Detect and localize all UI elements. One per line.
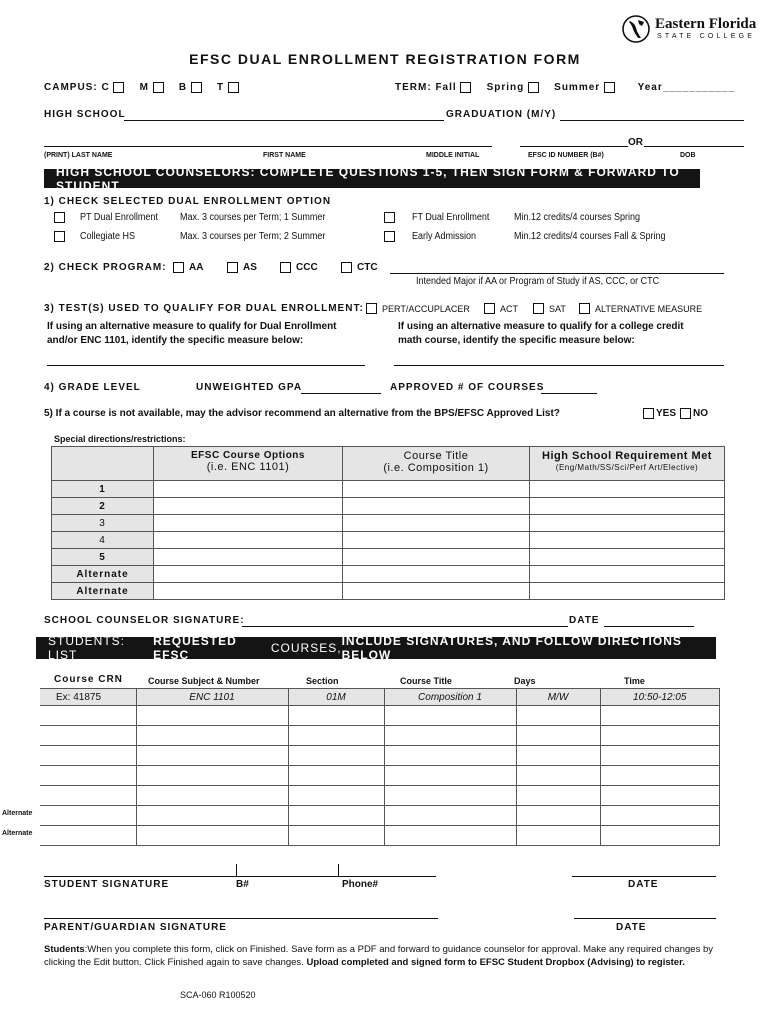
table-row xyxy=(52,566,725,583)
table-row xyxy=(52,481,725,498)
table-header-course-title xyxy=(343,447,530,481)
title-cell[interactable] xyxy=(343,566,530,583)
term-spring-checkbox[interactable] xyxy=(528,82,539,93)
subject-cell[interactable] xyxy=(136,746,288,766)
requirement-cell[interactable] xyxy=(530,481,725,498)
collegiate-hs-desc: Max. 3 courses per Term; 2 Summer xyxy=(180,231,326,242)
section-cell[interactable] xyxy=(288,826,384,846)
days-cell[interactable] xyxy=(516,826,600,846)
intended-major-field[interactable] xyxy=(390,273,724,274)
row-label: 1 xyxy=(52,481,154,498)
program-as-label: AS xyxy=(243,262,257,273)
table-row xyxy=(40,786,720,806)
title-cell[interactable] xyxy=(343,549,530,566)
subject-cell[interactable] xyxy=(136,706,288,726)
alt-measure-de-field[interactable] xyxy=(47,365,365,366)
title-cell[interactable] xyxy=(384,726,516,746)
q3-left-line1: If using an alternative measure to qualify for Dual Enrollment xyxy=(47,321,337,332)
middle-initial-label: MIDDLE INITIAL xyxy=(426,152,480,159)
student-date-label: DATE xyxy=(628,879,659,890)
campus-t-label: T xyxy=(216,82,225,94)
course-options-example: (i.e. ENC 1101) xyxy=(206,461,290,473)
course-cell[interactable] xyxy=(154,549,343,566)
campus-c-checkbox[interactable] xyxy=(113,82,124,93)
time-cell[interactable] xyxy=(600,806,720,826)
q3-left-line2: and/or ENC 1101, identify the specific measure below: xyxy=(47,335,304,346)
time-cell[interactable] xyxy=(600,706,720,726)
row-label: Alternate xyxy=(52,566,154,583)
row-label: Alternate xyxy=(52,583,154,600)
row-label: 3 xyxy=(52,515,154,532)
table-row xyxy=(40,746,720,766)
campus-b-checkbox[interactable] xyxy=(191,82,202,93)
students-banner-suffix: INCLUDE SIGNATURES, AND FOLLOW DIRECTIONS BELOW xyxy=(341,634,682,662)
campus-t-checkbox[interactable] xyxy=(228,82,239,93)
example-title: Composition 1 xyxy=(384,689,516,706)
time-cell[interactable] xyxy=(600,786,720,806)
alt-measure-checkbox[interactable] xyxy=(579,303,590,314)
q3-title: 3) TEST(S) USED TO QUALIFY FOR DUAL ENROLLMENT: xyxy=(44,303,364,314)
course-cell[interactable] xyxy=(154,566,343,583)
title-cell[interactable] xyxy=(343,515,530,532)
header-title: Course Title xyxy=(400,676,452,686)
student-signature-label: STUDENT SIGNATURE xyxy=(44,879,170,890)
section-cell[interactable] xyxy=(288,766,384,786)
section-cell[interactable] xyxy=(288,706,384,726)
time-cell[interactable] xyxy=(600,826,720,846)
table-header-row xyxy=(52,447,725,481)
section-cell[interactable] xyxy=(288,746,384,766)
title-cell[interactable] xyxy=(343,532,530,549)
graduation-field[interactable] xyxy=(560,120,744,121)
example-crn: Ex: 41875 xyxy=(40,689,136,706)
header-days: Days xyxy=(514,676,536,686)
q5-yes-checkbox[interactable] xyxy=(643,408,654,419)
counselor-date-label: DATE xyxy=(569,615,600,626)
program-aa-checkbox[interactable] xyxy=(173,262,184,273)
students-note-text: :When you complete this form, click on Finished. Save form as a PDF and forward to guidance counselor for approval. Make any required changes by clicking the Edit button. Click Finished again to save changes. xyxy=(44,944,714,968)
high-school-label: HIGH SCHOOL xyxy=(44,109,126,120)
course-cell[interactable] xyxy=(154,498,343,515)
course-title-example: (i.e. Composition 1) xyxy=(383,462,489,474)
row-label: 5 xyxy=(52,549,154,566)
requirement-example: (Eng/Math/SS/Sci/Perf Art/Elective) xyxy=(555,463,699,472)
students-banner-mid: COURSES, xyxy=(270,641,342,655)
efsc-id-label: EFSC ID NUMBER (B#) xyxy=(528,152,604,159)
gpa-label: UNWEIGHTED GPA xyxy=(196,382,303,393)
header-time: Time xyxy=(624,676,645,686)
requirement-cell[interactable] xyxy=(530,566,725,583)
act-checkbox[interactable] xyxy=(484,303,495,314)
term-summer-checkbox[interactable] xyxy=(604,82,615,93)
section-cell[interactable] xyxy=(288,726,384,746)
form-title: EFSC DUAL ENROLLMENT REGISTRATION FORM xyxy=(189,51,581,67)
subject-cell[interactable] xyxy=(136,826,288,846)
requirement-cell[interactable] xyxy=(530,549,725,566)
course-cell[interactable] xyxy=(154,515,343,532)
pt-dual-label: PT Dual Enrollment xyxy=(80,212,158,223)
term-spring-label: Spring xyxy=(486,82,525,94)
example-time: 10:50-12:05 xyxy=(600,689,720,706)
parent-date-label: DATE xyxy=(616,922,647,933)
approved-courses-field[interactable] xyxy=(541,393,597,394)
campus-row xyxy=(44,82,239,93)
collegiate-hs-label: Collegiate HS xyxy=(80,231,136,242)
divider xyxy=(236,864,237,877)
campus-m-checkbox[interactable] xyxy=(153,82,164,93)
graduation-label: GRADUATION (M/Y) xyxy=(446,109,557,120)
crn-cell[interactable] xyxy=(40,706,136,726)
term-year-field[interactable]: Year___________ xyxy=(637,82,735,94)
logo-name: Eastern Florida xyxy=(655,16,757,32)
crn-cell[interactable] xyxy=(40,746,136,766)
subject-cell[interactable] xyxy=(136,806,288,826)
course-cell[interactable] xyxy=(154,532,343,549)
campus-b-label: B xyxy=(178,82,188,94)
days-cell[interactable] xyxy=(516,706,600,726)
example-row xyxy=(40,689,720,706)
alternate-label-1: Alternate xyxy=(2,810,33,817)
crn-cell[interactable] xyxy=(40,766,136,786)
counselor-signature-label: SCHOOL COUNSELOR SIGNATURE: xyxy=(44,615,245,626)
program-ccc-label: CCC xyxy=(296,262,318,273)
table-row xyxy=(40,726,720,746)
row-label: 4 xyxy=(52,532,154,549)
q3-right-line2: math course, identify the specific measure below: xyxy=(398,335,635,346)
q5-text: 5) If a course is not available, may the advisor recommend an alternative from the BPS/EFSC Approved List? xyxy=(44,408,560,419)
q3-right-line1: If using an alternative measure to qualify for a college credit xyxy=(398,321,684,332)
time-cell[interactable] xyxy=(600,766,720,786)
program-ctc-label: CTC xyxy=(357,262,378,273)
header-subject: Course Subject & Number xyxy=(148,676,260,686)
intended-major-note: Intended Major if AA or Program of Study if AS, CCC, or CTC xyxy=(416,276,660,287)
parent-signature-label: PARENT/GUARDIAN SIGNATURE xyxy=(44,922,227,933)
parent-signature-field[interactable] xyxy=(44,918,438,919)
program-aa-label: AA xyxy=(189,262,204,273)
phone-label: Phone# xyxy=(342,879,379,890)
table-row xyxy=(52,583,725,600)
header-section: Section xyxy=(306,676,339,686)
grade-level-label: 4) GRADE LEVEL xyxy=(44,382,141,393)
high-school-field[interactable] xyxy=(124,120,444,121)
example-subject: ENC 1101 xyxy=(136,689,288,706)
title-cell[interactable] xyxy=(384,806,516,826)
requirement-header: High School Requirement Met xyxy=(542,450,712,462)
students-banner-prefix: STUDENTS: LIST xyxy=(48,634,126,662)
table-header-requirement xyxy=(530,447,725,481)
first-name-label: FIRST NAME xyxy=(263,152,306,159)
q2-title: 2) CHECK PROGRAM: xyxy=(44,262,167,273)
pert-checkbox[interactable] xyxy=(366,303,377,314)
form-code: SCA-060 R100520 xyxy=(180,990,256,1000)
requirement-cell[interactable] xyxy=(530,583,725,600)
days-cell[interactable] xyxy=(516,786,600,806)
course-options-table xyxy=(51,446,725,600)
table-header-course-options xyxy=(154,447,343,481)
student-date-field[interactable] xyxy=(572,876,716,877)
requirement-cell[interactable] xyxy=(530,532,725,549)
course-cell[interactable] xyxy=(154,583,343,600)
days-cell[interactable] xyxy=(516,806,600,826)
gpa-field[interactable] xyxy=(301,393,381,394)
course-options-header: EFSC Course Options xyxy=(191,450,305,461)
name-field[interactable] xyxy=(44,146,492,147)
subject-cell[interactable] xyxy=(136,726,288,746)
table-row xyxy=(52,515,725,532)
time-cell[interactable] xyxy=(600,726,720,746)
table-row xyxy=(40,706,720,726)
example-section: 01M xyxy=(288,689,384,706)
alt-measure-label: ALTERNATIVE MEASURE xyxy=(595,304,703,314)
logo-subtitle: STATE COLLEGE xyxy=(657,33,756,40)
title-cell[interactable] xyxy=(384,746,516,766)
table-header-blank xyxy=(52,447,154,481)
sat-label: SAT xyxy=(549,304,566,314)
pt-dual-checkbox[interactable] xyxy=(54,212,65,223)
early-admission-label: Early Admission xyxy=(412,231,477,242)
title-cell[interactable] xyxy=(343,583,530,600)
act-label: ACT xyxy=(500,304,518,314)
campus-label: CAMPUS: C xyxy=(44,82,110,94)
section-cell[interactable] xyxy=(288,806,384,826)
crn-cell[interactable] xyxy=(40,806,136,826)
table-row xyxy=(40,806,720,826)
collegiate-hs-checkbox[interactable] xyxy=(54,231,65,242)
students-instructions xyxy=(44,943,720,969)
title-cell[interactable] xyxy=(343,481,530,498)
pt-dual-desc: Max. 3 courses per Term; 1 Summer xyxy=(180,212,326,223)
course-title-header: Course Title xyxy=(403,450,469,462)
early-admission-checkbox[interactable] xyxy=(384,231,395,242)
title-cell[interactable] xyxy=(384,826,516,846)
title-cell[interactable] xyxy=(384,786,516,806)
counselor-date-field[interactable] xyxy=(604,626,694,627)
header-crn: Course CRN xyxy=(54,674,123,685)
student-courses-table xyxy=(40,688,720,846)
program-ctc-checkbox[interactable] xyxy=(341,262,352,273)
crn-cell[interactable] xyxy=(40,786,136,806)
days-cell[interactable] xyxy=(516,746,600,766)
efsc-id-field[interactable] xyxy=(520,146,628,147)
term-fall-checkbox[interactable] xyxy=(460,82,471,93)
title-cell[interactable] xyxy=(384,766,516,786)
q5-no-checkbox[interactable] xyxy=(680,408,691,419)
campus-m-label: M xyxy=(139,82,149,94)
sat-checkbox[interactable] xyxy=(533,303,544,314)
special-directions-label: Special directions/restrictions: xyxy=(54,434,186,444)
subject-cell[interactable] xyxy=(136,766,288,786)
student-signature-field[interactable] xyxy=(44,876,436,877)
program-as-checkbox[interactable] xyxy=(227,262,238,273)
crn-cell[interactable] xyxy=(40,726,136,746)
table-row xyxy=(52,549,725,566)
table-row xyxy=(40,826,720,846)
program-ccc-checkbox[interactable] xyxy=(280,262,291,273)
approved-courses-label: APPROVED # OF COURSES xyxy=(390,382,545,393)
term-summer-label: Summer xyxy=(554,82,601,94)
title-cell[interactable] xyxy=(384,706,516,726)
requirement-cell[interactable] xyxy=(530,498,725,515)
ft-dual-checkbox[interactable] xyxy=(384,212,395,223)
requirement-cell[interactable] xyxy=(530,515,725,532)
title-cell[interactable] xyxy=(343,498,530,515)
divider xyxy=(338,864,339,877)
students-banner-bold: REQUESTED EFSC xyxy=(153,634,237,662)
row-label: 2 xyxy=(52,498,154,515)
example-days: M/W xyxy=(516,689,600,706)
subject-cell[interactable] xyxy=(136,786,288,806)
course-cell[interactable] xyxy=(154,481,343,498)
q1-title: 1) CHECK SELECTED DUAL ENROLLMENT OPTION xyxy=(44,196,332,207)
or-label: OR xyxy=(628,137,643,148)
time-cell[interactable] xyxy=(600,746,720,766)
counselor-signature-field[interactable] xyxy=(242,626,568,627)
alt-measure-math-field[interactable] xyxy=(394,365,724,366)
pert-label: PERT/ACCUPLACER xyxy=(382,304,470,314)
counselor-banner: HIGH SCHOOL COUNSELORS: COMPLETE QUESTIONS 1-5, THEN SIGN FORM & FORWARD TO STUDENT xyxy=(44,169,700,188)
bnum-label: B# xyxy=(236,879,249,890)
table-row xyxy=(52,532,725,549)
ft-dual-label: FT Dual Enrollment xyxy=(412,212,490,223)
alternate-label-2: Alternate xyxy=(2,830,33,837)
table-row xyxy=(52,498,725,515)
last-name-label: (PRINT) LAST NAME xyxy=(44,152,113,159)
ft-dual-desc: Min.12 credits/4 courses Spring xyxy=(514,212,641,223)
students-banner xyxy=(36,634,716,662)
dob-field[interactable] xyxy=(644,146,744,147)
q5-no-label: NO xyxy=(693,408,708,419)
section-cell[interactable] xyxy=(288,786,384,806)
days-cell[interactable] xyxy=(516,766,600,786)
students-note-bold: Students xyxy=(44,944,85,955)
seal-icon xyxy=(621,14,651,44)
crn-cell[interactable] xyxy=(40,826,136,846)
dob-label: DOB xyxy=(680,152,696,159)
q5-yes-label: YES xyxy=(656,408,677,419)
term-label: TERM: Fall xyxy=(395,82,457,94)
days-cell[interactable] xyxy=(516,726,600,746)
early-admission-desc: Min.12 credits/4 courses Fall & Spring xyxy=(514,231,666,242)
students-note-upload: Upload completed and signed form to EFSC Student Dropbox (Advising) to register. xyxy=(306,957,685,968)
parent-date-field[interactable] xyxy=(574,918,716,919)
table-row xyxy=(40,766,720,786)
term-row xyxy=(395,82,735,93)
